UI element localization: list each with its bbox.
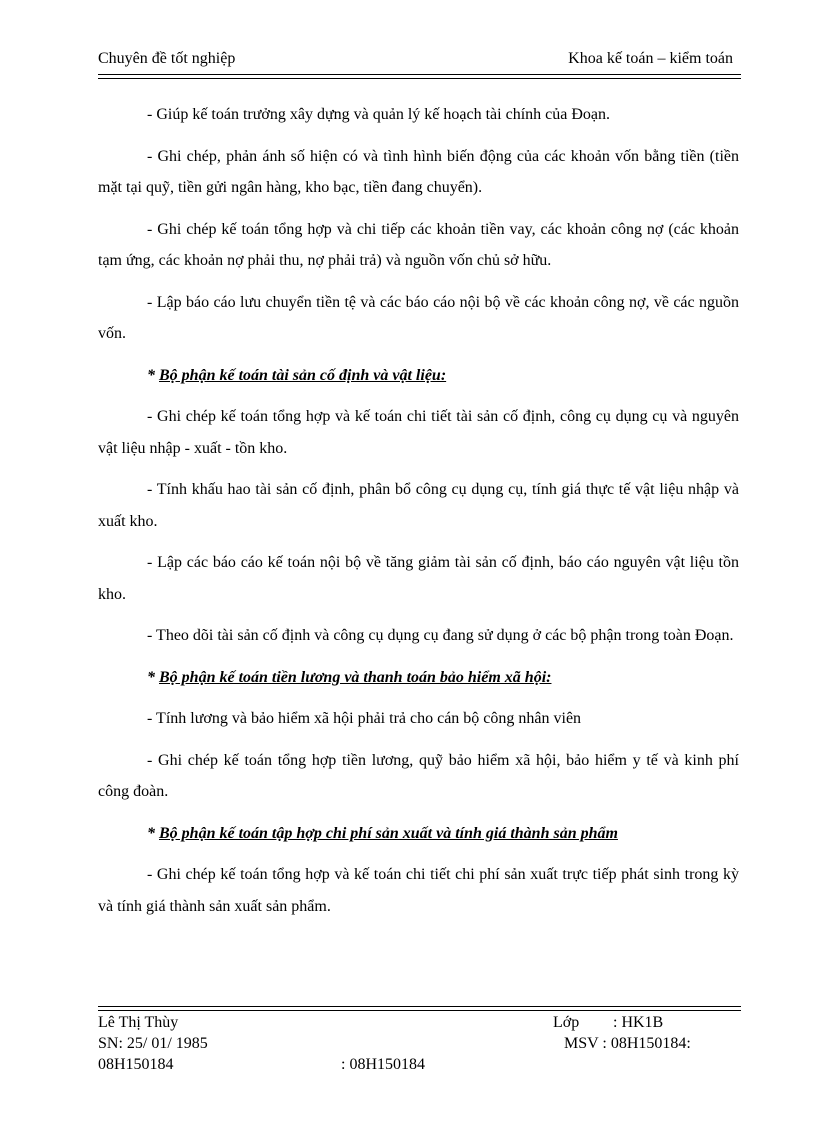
section-heading xyxy=(98,818,739,850)
footer-divider xyxy=(98,1006,741,1011)
body-paragraph: - Ghi chép kế toán tổng hợp tiền lương, quỹ bảo hiểm xã hội, bảo hiểm y tế và kinh phí công đoàn. xyxy=(98,751,739,800)
footer-class-label: Lớp xyxy=(553,1014,580,1031)
footer-date-of-birth: SN: 25/ 01/ 1985 xyxy=(98,1035,208,1052)
footer-class-value: : HK1B xyxy=(613,1014,664,1031)
footer-line-3 xyxy=(98,1054,741,1075)
body-paragraph: - Theo dõi tài sản cố định và công cụ dụng cụ đang sử dụng ở các bộ phận trong toàn Đoạn. xyxy=(147,627,734,644)
page-footer xyxy=(98,1012,741,1075)
footer-line-1 xyxy=(98,1012,741,1033)
document-body xyxy=(98,99,739,932)
footer-student-id: MSV : 08H150184: xyxy=(564,1035,691,1052)
header-department: Khoa kế toán – kiểm toán xyxy=(568,50,733,67)
footer-line-2 xyxy=(98,1033,741,1054)
header-document-title: Chuyên đề tốt nghiệp xyxy=(98,50,236,67)
body-paragraph: - Tính khấu hao tài sản cố định, phân bổ công cụ dụng cụ, tính giá thực tế vật liệu nhập và xuất kho. xyxy=(98,481,739,530)
section-heading-text: Bộ phận kế toán tiền lương và thanh toán bảo hiểm xã hội: xyxy=(159,668,552,686)
section-heading-text: Bộ phận kế toán tài sản cố định và vật liệu: xyxy=(159,366,447,384)
body-paragraph: - Ghi chép kế toán tổng hợp và kế toán chi tiết tài sản cố định, công cụ dụng cụ và nguyên vật liệu nhập - xuất - tồn kho. xyxy=(98,408,739,457)
footer-student-name: Lê Thị Thùy xyxy=(98,1014,179,1031)
page-header xyxy=(98,50,733,72)
body-paragraph: - Tính lương và bảo hiểm xã hội phải trả cho cán bộ công nhân viên xyxy=(147,710,582,727)
section-heading xyxy=(98,360,739,392)
body-paragraph: - Ghi chép kế toán tổng hợp và kế toán chi tiết chi phí sản xuất trực tiếp phát sinh trong kỳ và tính giá thành sản xuất sản phẩm. xyxy=(98,866,739,915)
header-divider xyxy=(98,74,741,79)
body-paragraph: - Lập báo cáo lưu chuyển tiền tệ và các báo cáo nội bộ về các khoản công nợ, về các nguồn vốn. xyxy=(98,293,739,342)
section-heading xyxy=(98,662,739,694)
section-heading-text: Bộ phận kế toán tập hợp chi phí sản xuất và tính giá thành sản phẩm xyxy=(159,824,618,842)
body-paragraph: - Lập các báo cáo kế toán nội bộ về tăng giảm tài sản cố định, báo cáo nguyên vật liệu tồn kho. xyxy=(98,554,739,603)
body-paragraph: - Ghi chép, phản ánh số hiện có và tình hình biến động của các khoản vốn bằng tiền (tiền mặt tại quỹ, tiền gửi ngân hàng, kho bạc, tiền đang chuyển). xyxy=(98,147,739,196)
body-paragraph: - Ghi chép kế toán tổng hợp và chi tiếp các khoản tiền vay, các khoản công nợ (các khoản tạm ứng, các khoản nợ phải thu, nợ phải trả) và nguồn vốn chủ sở hữu. xyxy=(98,220,739,269)
section-heading-bullet: * xyxy=(147,366,159,384)
footer-code-secondary: : 08H150184 xyxy=(341,1056,425,1073)
section-heading-bullet: * xyxy=(147,668,159,686)
body-paragraph: - Giúp kế toán trưởng xây dựng và quản lý kế hoạch tài chính của Đoạn. xyxy=(147,106,611,123)
footer-code: 08H150184 xyxy=(98,1056,174,1073)
section-heading-bullet: * xyxy=(147,824,159,842)
